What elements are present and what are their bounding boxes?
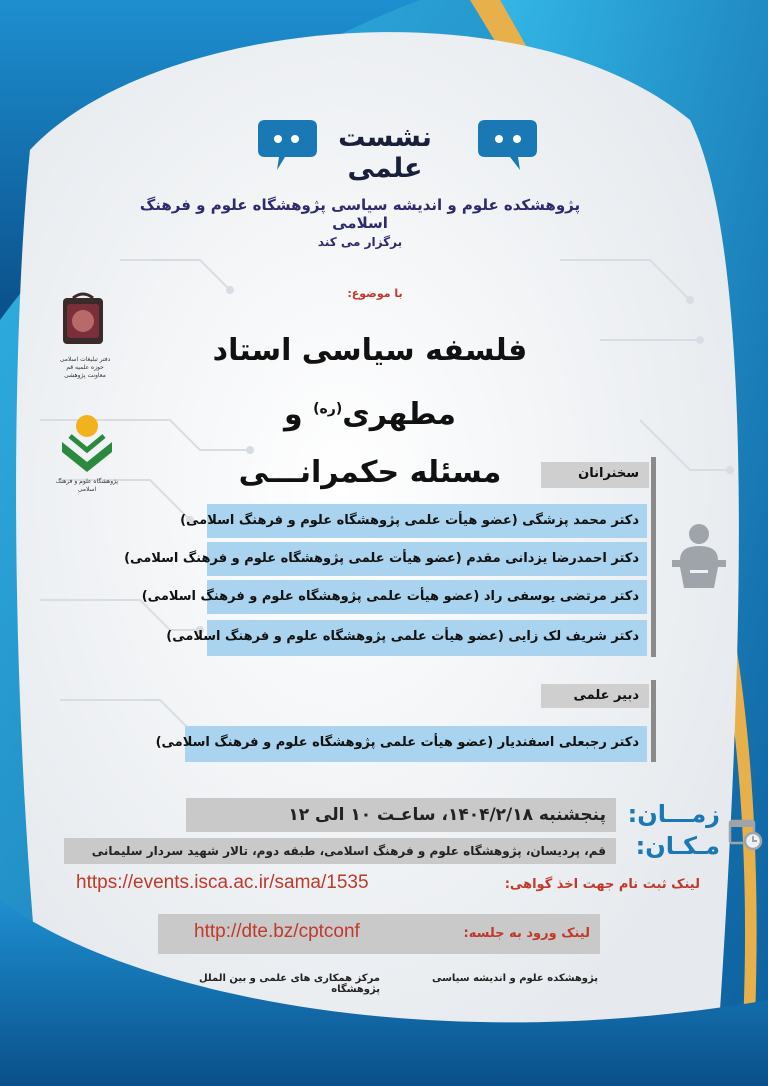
calendar-clock-icon: [727, 815, 763, 851]
topic-line1: فلسفه سیاسی استاد مطهری: [212, 333, 528, 432]
footer-left-org: مرکز همکاری های علمی و بین الملل پژوهشگاه: [198, 973, 380, 995]
section-divider-line: [651, 457, 656, 657]
time-value: پنجشنبه ۱۴۰۴/۲/۱۸، ساعـت ۱۰ الی ۱۲: [186, 798, 616, 832]
speaker-row: دکتر شریف لک زایی (عضو هیأت علمی پژوهشگاه علوم و فرهنگ اسلامی): [207, 620, 647, 656]
organization-logo-bottom: پژوهشگاه علوم و فرهنگ اسلامی: [52, 412, 122, 492]
register-link[interactable]: https://events.isca.ac.ir/sama/1535: [76, 872, 369, 893]
book-sun-icon: [52, 412, 122, 474]
seal-icon: [55, 292, 115, 352]
organization-logo-top: دفتر تبلیغات اسلامی حوزه علمیه قم معاونت پژوهشی: [55, 292, 115, 387]
organizer-name: پژوهشکده علوم و اندیشه سیاسی پژوهشگاه علوم و فرهنگ اسلامی: [139, 196, 581, 232]
speaker-row: دکتر مرتضی یوسفی راد (عضو هیأت علمی پژوهشگاه علوم و فرهنگ اسلامی): [207, 580, 647, 614]
secretary-row: دکتر رجبعلی اسفندیار (عضو هیأت علمی پژوهشگاه علوم و فرهنگ اسلامی): [185, 726, 647, 762]
holds-text: برگزار می کند: [317, 235, 403, 249]
speaker-podium-icon: [666, 520, 732, 590]
place-value: قم، پردیسان، پژوهشگاه علوم و فرهنگ اسلامی، طبقه دوم، تالار شهید سردار سلیمانی: [64, 838, 616, 864]
chat-bubble-icon: [478, 120, 537, 170]
topic-label: با موضوع:: [347, 287, 403, 300]
speakers-heading: سخنرانان: [541, 462, 649, 488]
footer-right-org: پژوهشکده علوم و اندیشه سیاسی: [431, 973, 598, 984]
speaker-row: دکتر محمد پزشگی (عضو هیأت علمی پژوهشگاه علوم و فرهنگ اسلامی): [207, 504, 647, 538]
topic-line1-suffix: و: [284, 397, 303, 432]
place-label: مـکـان:: [635, 832, 720, 860]
speaker-row: دکتر احمدرضا یزدانی مقدم (عضو هیأت علمی پژوهشگاه علوم و فرهنگ اسلامی): [207, 542, 647, 576]
topic-line2: مسئله حکمرانـــی: [238, 455, 502, 490]
topic-title: [140, 322, 600, 502]
time-label: زمـــان:: [627, 800, 720, 828]
secretary-heading: دبیر علمی: [541, 684, 649, 708]
topic-honorific: (ره): [313, 401, 343, 417]
join-link[interactable]: http://dte.bz/cptconf: [194, 921, 360, 942]
join-link-label: لینک ورود به جلسه:: [463, 926, 590, 941]
event-type-title: نشست علمی: [338, 122, 432, 184]
register-link-label: لینک ثبت نام جهت اخذ گواهی:: [504, 877, 700, 892]
section-divider-line: [651, 680, 656, 762]
